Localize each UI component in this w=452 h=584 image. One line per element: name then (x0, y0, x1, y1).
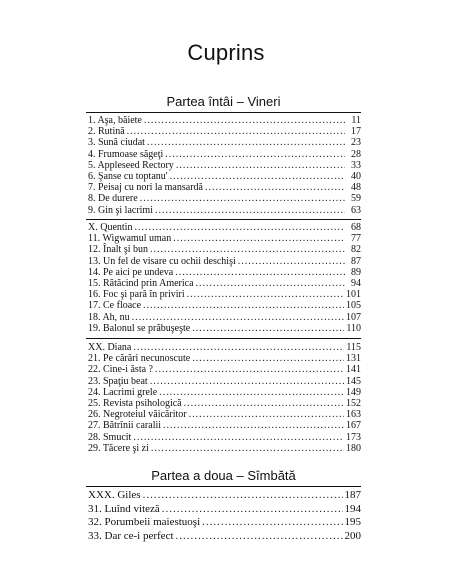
toc-entry (88, 387, 361, 398)
toc-entry-title: 29. Tăcere şi zi (88, 442, 149, 454)
toc-entry (88, 289, 361, 300)
toc-dot-leader (144, 115, 345, 126)
toc-entry-title: XXX. Giles (88, 489, 141, 501)
toc-entry (88, 233, 361, 244)
toc-entry-page-number: 68 (351, 222, 361, 233)
toc-entry (88, 353, 361, 364)
toc-dot-leader (132, 312, 344, 323)
toc-entry-page-number: 17 (351, 126, 361, 138)
toc-entry-page-number: 59 (351, 193, 361, 205)
toc-dot-leader (238, 256, 345, 267)
toc-dot-leader (165, 149, 345, 160)
toc-dot-leader (170, 171, 345, 182)
toc-entry (88, 193, 361, 204)
toc-entry (88, 489, 361, 503)
toc-dot-leader (155, 364, 344, 375)
toc-entry-page-number: 23 (351, 137, 361, 149)
toc-entry-title: 11. Wigwamul uman (88, 233, 172, 245)
toc-dot-leader (175, 267, 345, 278)
toc-entry (88, 516, 361, 530)
toc-entry-title: 21. Pe cărări necunoscute (88, 353, 191, 365)
toc-entry (88, 256, 361, 267)
toc-entry-title: 14. Pe aici pe undeva (88, 266, 174, 278)
toc-dot-leader (173, 233, 345, 244)
toc-entry (88, 312, 361, 323)
toc-entry (88, 205, 361, 216)
toc-entry-title: 12. Înalt şi bun (88, 244, 148, 256)
toc-dot-leader (143, 300, 344, 311)
toc-entry-title: 28. Smucit (88, 431, 132, 443)
toc-entry (88, 364, 361, 375)
toc-entry (88, 182, 361, 193)
toc-dot-leader (150, 244, 345, 255)
part1-heading: Partea întâi – Vineri (166, 94, 281, 109)
toc-entry-page-number: 131 (346, 353, 361, 365)
part1-divider (86, 112, 361, 113)
page-title: Cuprins (187, 40, 265, 65)
toc-entry-title: 16. Foc şi pară în priviri (88, 289, 185, 301)
part1-group2-divider (86, 219, 361, 220)
toc-entry-title: 9. Gin şi lacrimi (88, 204, 153, 216)
toc-entry (88, 244, 361, 255)
toc-entry-title: 25. Revista psihologică (88, 397, 182, 409)
toc-entry-page-number: 87 (351, 255, 361, 267)
part1-chapter-group-1 (88, 115, 361, 216)
toc-entry-title: 5. Appleseed Rectory (88, 159, 174, 171)
toc-dot-leader (163, 420, 344, 431)
part1-group3-divider (86, 338, 361, 339)
toc-entry-title: 24. Lacrimi grele (88, 386, 158, 398)
toc-entry (88, 503, 361, 517)
toc-entry-title: 3. Sună ciudat (88, 137, 145, 149)
toc-entry-page-number: 94 (351, 277, 361, 289)
toc-entry-title: 15. Rătăcind prin America (88, 277, 194, 289)
toc-dot-leader (127, 126, 345, 137)
toc-dot-leader (192, 323, 344, 334)
part2-chapter-list (88, 489, 361, 543)
toc-entry-title: X. Quentin (88, 222, 133, 233)
toc-entry-title: 13. Un fel de visare cu ochii deschişi (88, 255, 236, 267)
toc-entry-page-number: 145 (346, 375, 361, 387)
part2-divider (86, 486, 361, 487)
toc-entry-page-number: 77 (351, 233, 361, 245)
toc-entry-title: 27. Bătrînii caralii (88, 420, 162, 432)
toc-entry-page-number: 149 (346, 386, 361, 398)
toc-dot-leader (176, 530, 343, 544)
toc-dot-leader (205, 182, 345, 193)
toc-entry-page-number: 167 (346, 420, 361, 432)
toc-entry-title: 1. Aşa, băiete (88, 115, 142, 126)
toc-entry (88, 171, 361, 182)
toc-dot-leader (196, 278, 345, 289)
toc-entry-page-number: 11 (351, 115, 361, 126)
toc-dot-leader (133, 432, 344, 443)
toc-entry (88, 126, 361, 137)
toc-entry-title: 19. Balonul se prăbuşeşte (88, 322, 191, 334)
toc-entry-page-number: 63 (351, 204, 361, 216)
toc-dot-leader (202, 516, 342, 530)
toc-entry-page-number: 195 (344, 516, 361, 528)
toc-entry-page-number: 180 (346, 442, 361, 454)
toc-entry-title: 6. Şanse cu toptanu' (88, 170, 168, 182)
toc-entry-page-number: 152 (346, 397, 361, 409)
toc-entry-title: 17. Ce floace (88, 300, 142, 312)
toc-entry (88, 398, 361, 409)
toc-dot-leader (150, 376, 344, 387)
toc-entry (88, 323, 361, 334)
toc-entry (88, 420, 361, 431)
toc-entry (88, 222, 361, 233)
toc-entry-page-number: 200 (344, 529, 361, 542)
toc-entry-title: 22. Cine-i ăsta ? (88, 364, 153, 376)
toc-dot-leader (133, 342, 344, 353)
part1-chapter-group-3 (88, 342, 361, 454)
toc-dot-leader (155, 205, 345, 216)
toc-entry-title: XX. Diana (88, 342, 132, 353)
toc-entry-page-number: 141 (346, 364, 361, 376)
toc-entry (88, 432, 361, 443)
toc-entry (88, 115, 361, 126)
toc-entry-page-number: 89 (351, 266, 361, 278)
toc-entry (88, 443, 361, 454)
toc-dot-leader (147, 137, 345, 148)
toc-entry-page-number: 82 (351, 244, 361, 256)
toc-dot-leader (189, 409, 344, 420)
toc-entry-title: 23. Spaţiu beat (88, 375, 148, 387)
toc-dot-leader (151, 443, 344, 454)
part1-chapter-group-2 (88, 222, 361, 334)
toc-dot-leader (187, 289, 344, 300)
toc-entry-title: 32. Porumbeii maiestuoşi (88, 516, 201, 528)
toc-dot-leader (162, 503, 343, 517)
toc-entry-page-number: 163 (346, 409, 361, 421)
toc-entry-title: 31. Luînd viteză (88, 502, 160, 515)
toc-entry (88, 149, 361, 160)
toc-entry-title: 4. Frumoase săgeţi (88, 148, 164, 160)
toc-dot-leader (159, 387, 344, 398)
part2-heading: Partea a doua – Sîmbătă (151, 468, 296, 483)
toc-entry-page-number: 101 (346, 289, 361, 301)
toc-entry (88, 267, 361, 278)
toc-entry (88, 530, 361, 544)
toc-entry-page-number: 40 (351, 170, 361, 182)
toc-dot-leader (192, 353, 344, 364)
toc-entry (88, 160, 361, 171)
toc-entry-title: 7. Peisaj cu nori la mansardă (88, 182, 203, 194)
toc-entry (88, 409, 361, 420)
toc-dot-leader (184, 398, 344, 409)
toc-entry (88, 278, 361, 289)
toc-entry-page-number: 28 (351, 148, 361, 160)
toc-entry-page-number: 115 (346, 342, 361, 353)
toc-entry-title: 18. Ah, nu (88, 311, 130, 323)
toc-dot-leader (176, 160, 345, 171)
toc-entry-title: 2. Rutină (88, 126, 125, 138)
toc-entry-page-number: 107 (346, 311, 361, 323)
toc-dot-leader (134, 222, 345, 233)
toc-entry (88, 137, 361, 148)
toc-entry-page-number: 110 (346, 322, 361, 334)
toc-entry (88, 342, 361, 353)
toc-entry-page-number: 194 (344, 502, 361, 515)
toc-entry-page-number: 173 (346, 431, 361, 443)
toc-entry-title: 33. Dar ce-i perfect (88, 529, 174, 542)
toc-entry-page-number: 48 (351, 182, 361, 194)
toc-entry-page-number: 105 (346, 300, 361, 312)
toc-entry (88, 300, 361, 311)
toc-entry-page-number: 187 (344, 489, 361, 501)
toc-dot-leader (143, 489, 343, 503)
toc-entry-title: 8. De durere (88, 193, 138, 205)
toc-entry (88, 376, 361, 387)
toc-dot-leader (140, 193, 345, 204)
toc-entry-page-number: 33 (351, 159, 361, 171)
toc-entry-title: 26. Negroteiul văicăritor (88, 409, 187, 421)
